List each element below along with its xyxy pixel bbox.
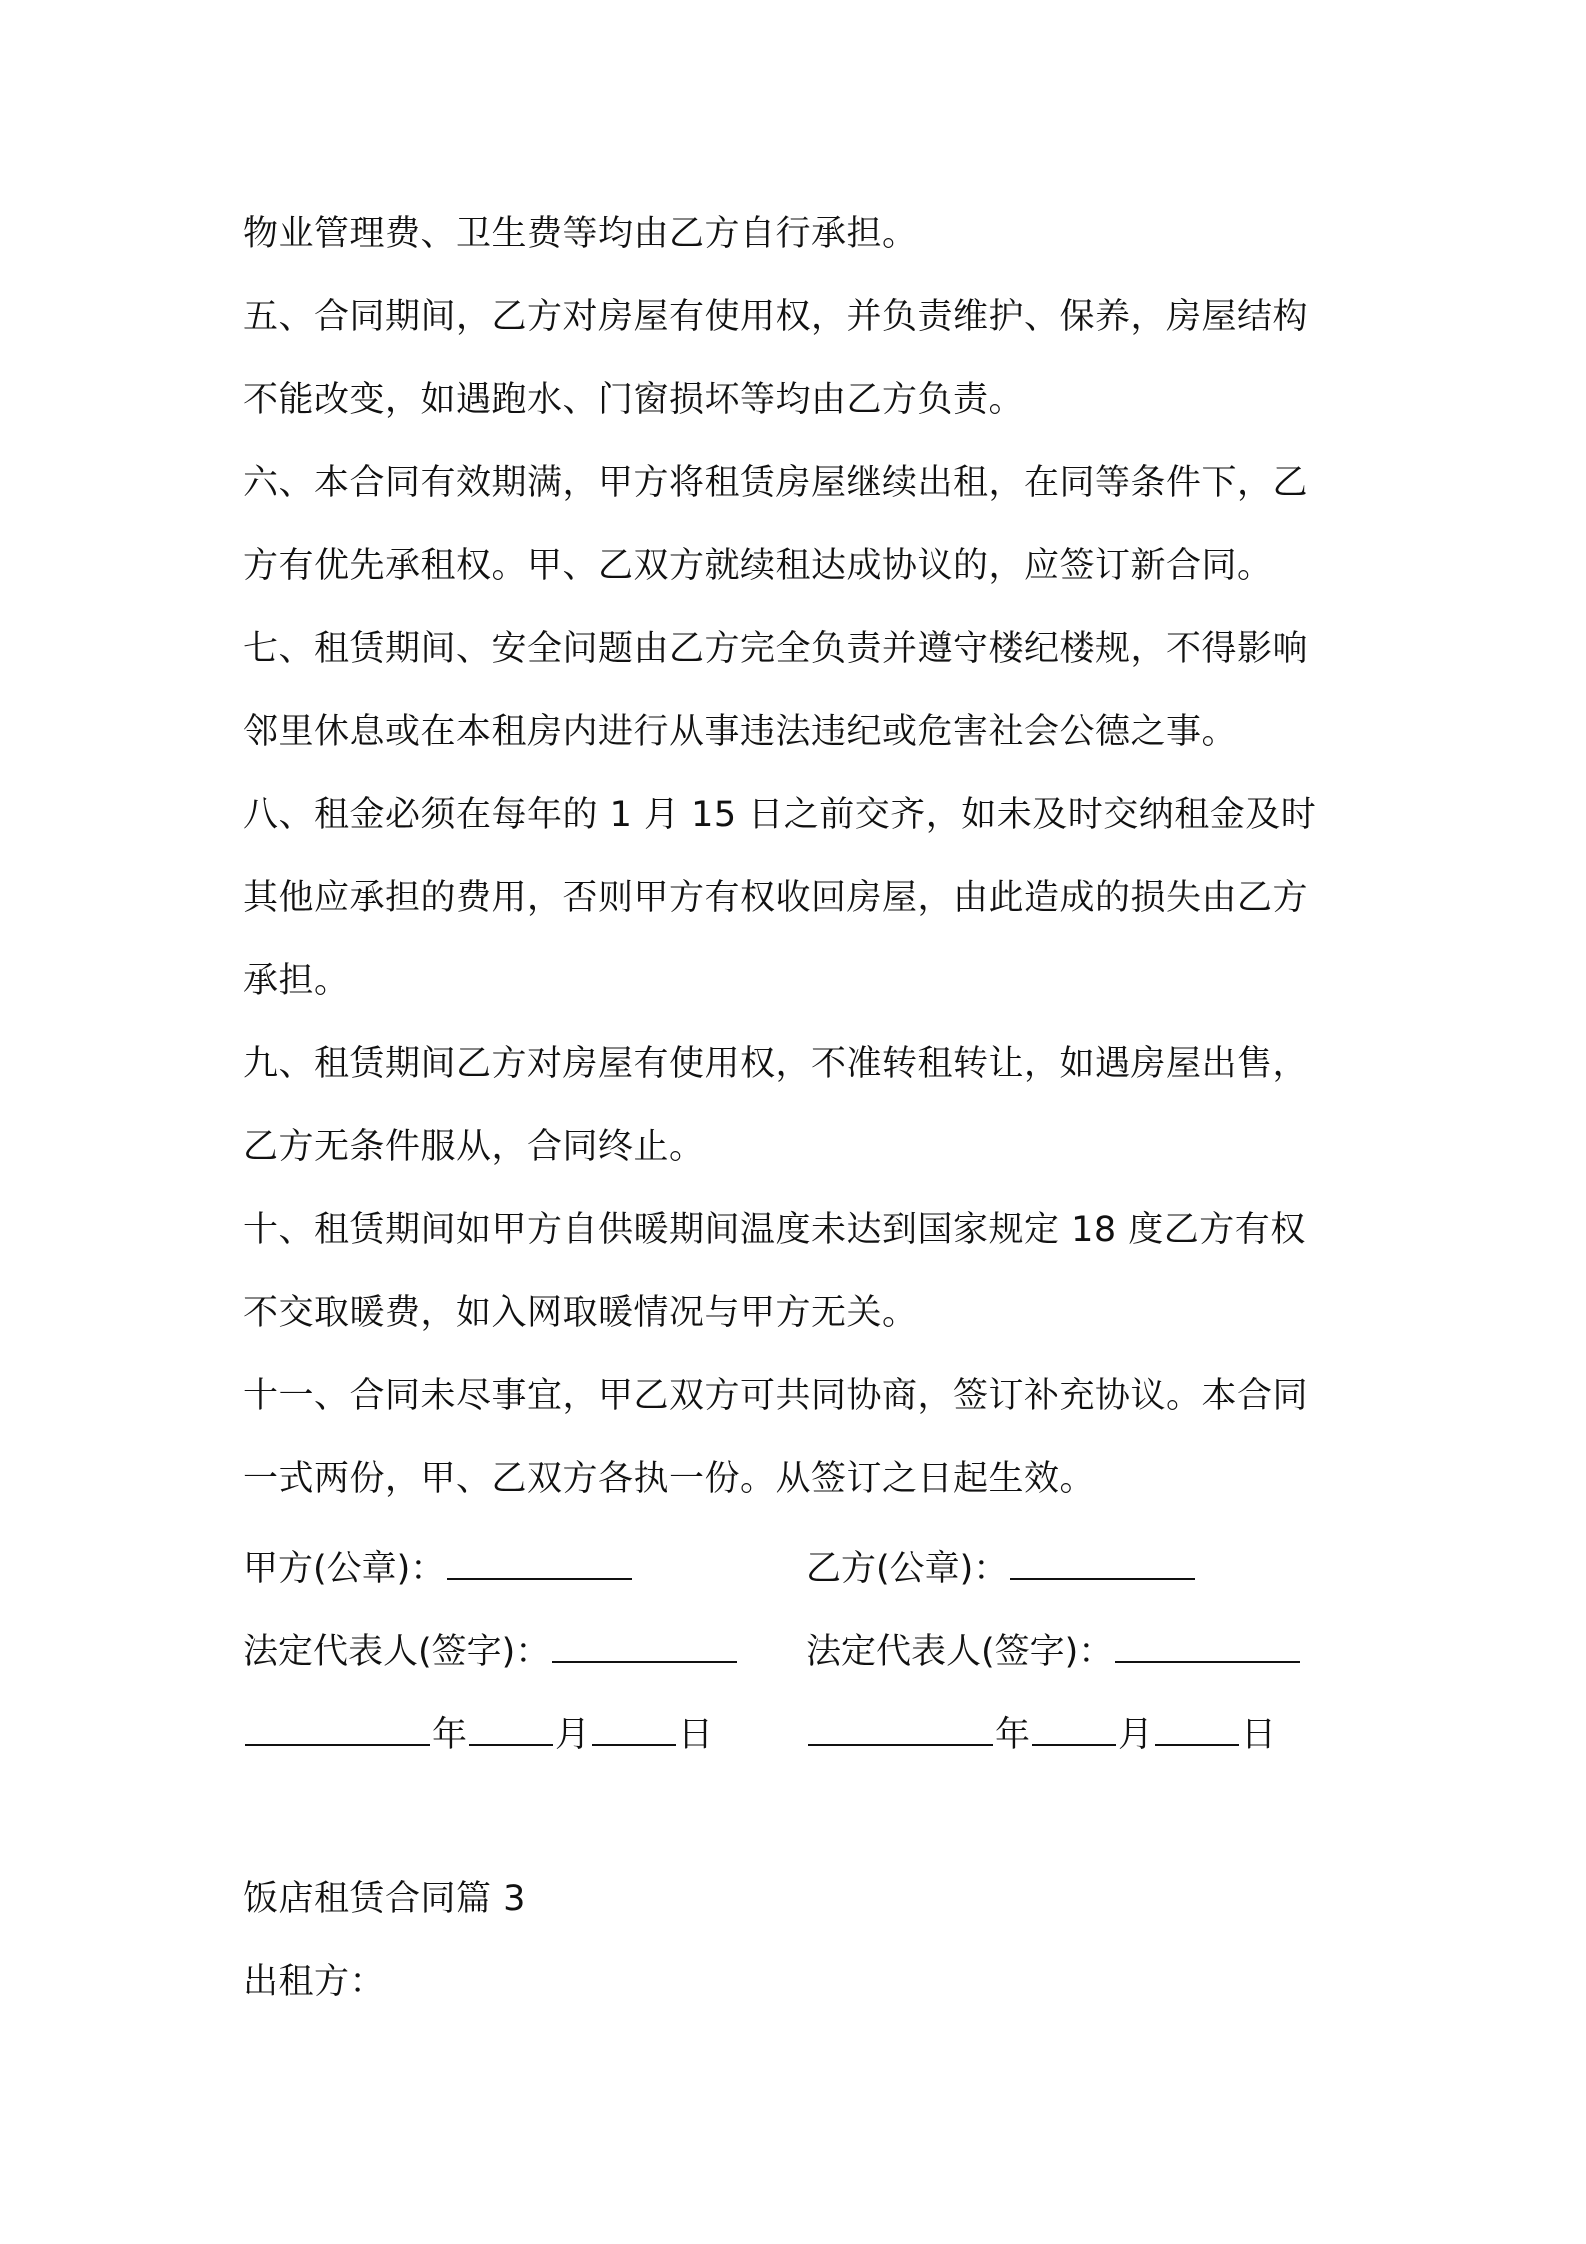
contract-body: [243, 193, 1358, 1521]
year-label-a: 年: [432, 1715, 468, 1755]
year-blank-a: [245, 1743, 430, 1746]
paragraph-line: 一式两份，甲、乙双方各执一份。从签订之日起生效。: [243, 1459, 1096, 1499]
paragraph-line: 八、租金必须在每年的 1 月 15 日之前交齐，如未及时交纳租金及时: [243, 795, 1317, 835]
date-a: [243, 1694, 713, 1777]
paragraph-line: 物业管理费、卫生费等均由乙方自行承担。: [243, 214, 918, 254]
year-label-b: 年: [995, 1715, 1031, 1755]
next-section: [243, 1858, 1358, 2024]
paragraph-line: 邻里休息或在本租房内进行从事违法违纪或危害社会公德之事。: [243, 712, 1238, 752]
day-label-b: 日: [1241, 1715, 1277, 1755]
seal-row: [243, 1528, 1358, 1611]
legal-rep-row: [243, 1611, 1358, 1694]
legal-rep-b-blank: [1115, 1660, 1300, 1663]
paragraph-line: 其他应承担的费用，否则甲方有权收回房屋，由此造成的损失由乙方: [243, 878, 1309, 918]
paragraph-line: 六、本合同有效期满，甲方将租赁房屋继续出租，在同等条件下，乙: [243, 463, 1309, 503]
day-blank-a: [592, 1743, 676, 1746]
lessor-label: 出租方：: [243, 1962, 386, 2002]
paragraph-line: 十一、合同未尽事宜，甲乙双方可共同协商，签订补充协议。本合同: [243, 1376, 1309, 1416]
day-label-a: 日: [678, 1715, 714, 1755]
paragraph-line: 方有优先承租权。甲、乙双方就续租达成协议的，应签订新合同。: [243, 546, 1273, 586]
legal-rep-a-label: 法定代表人(签字)：: [243, 1632, 551, 1672]
paragraph-line: 九、租赁期间乙方对房屋有使用权，不准转租转让，如遇房屋出售，: [243, 1044, 1309, 1084]
month-blank-b: [1032, 1743, 1116, 1746]
party-a-seal-blank: [447, 1577, 632, 1580]
party-b-seal-label: 乙方(公章)：: [806, 1549, 1009, 1589]
month-label-a: 月: [555, 1715, 591, 1755]
legal-rep-a-blank: [552, 1660, 737, 1663]
year-blank-b: [808, 1743, 993, 1746]
paragraph-line: 十、租赁期间如甲方自供暖期间温度未达到国家规定 18 度乙方有权: [243, 1210, 1306, 1250]
legal-rep-b-label: 法定代表人(签字)：: [806, 1632, 1114, 1672]
party-b-seal: [806, 1528, 1197, 1611]
section-heading: 饭店租赁合同篇 3: [243, 1879, 526, 1919]
party-a-seal: [243, 1528, 634, 1611]
party-a-seal-label: 甲方(公章)：: [243, 1549, 446, 1589]
signature-block: [243, 1528, 1358, 1777]
paragraph-line: 五、合同期间，乙方对房屋有使用权，并负责维护、保养，房屋结构: [243, 297, 1309, 337]
date-row: [243, 1694, 1358, 1777]
legal-rep-b: [806, 1611, 1302, 1694]
party-b-seal-blank: [1010, 1577, 1195, 1580]
paragraph-line: 承担。: [243, 961, 350, 1001]
paragraph-line: 不交取暖费，如入网取暖情况与甲方无关。: [243, 1293, 918, 1333]
paragraph-line: 不能改变，如遇跑水、门窗损坏等均由乙方负责。: [243, 380, 1025, 420]
date-b: [806, 1694, 1276, 1777]
month-label-b: 月: [1118, 1715, 1154, 1755]
legal-rep-a: [243, 1611, 739, 1694]
day-blank-b: [1155, 1743, 1239, 1746]
month-blank-a: [469, 1743, 553, 1746]
paragraph-line: 七、租赁期间、安全问题由乙方完全负责并遵守楼纪楼规，不得影响: [243, 629, 1309, 669]
paragraph-line: 乙方无条件服从，合同终止。: [243, 1127, 705, 1167]
